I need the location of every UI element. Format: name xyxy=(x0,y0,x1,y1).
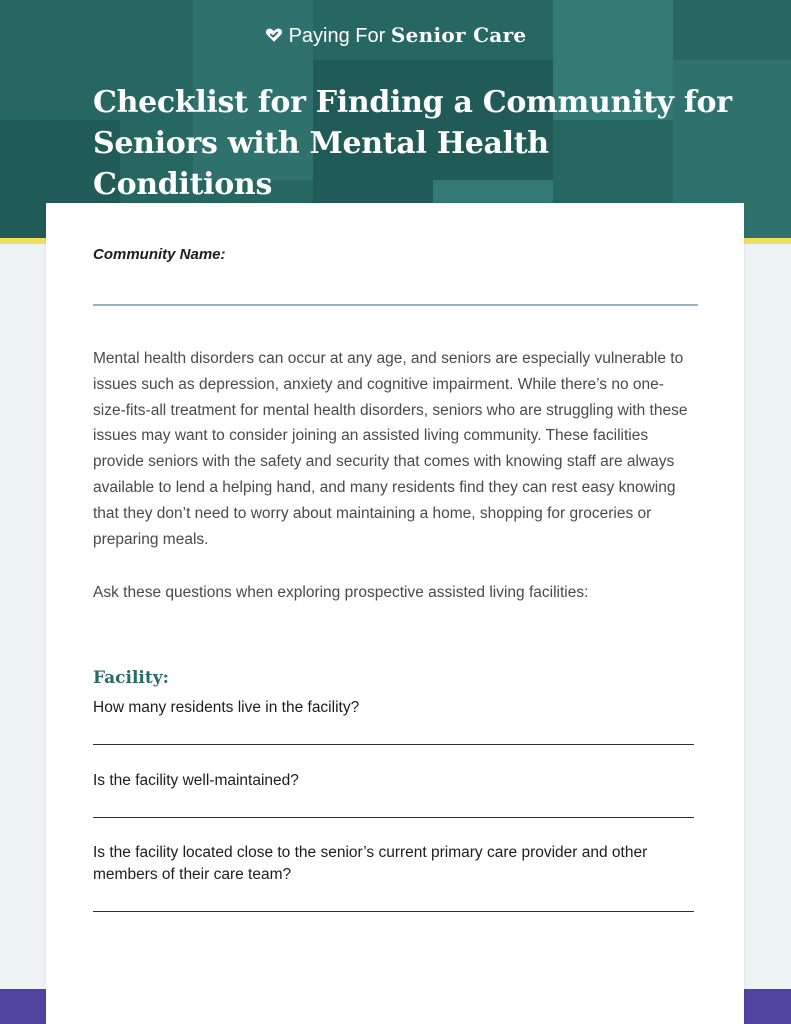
question-text: How many residents live in the facility? xyxy=(93,699,360,716)
community-name-field[interactable] xyxy=(93,304,698,306)
answer-line[interactable] xyxy=(93,817,694,818)
answer-line[interactable] xyxy=(93,744,694,745)
section-heading-facility: Facility: xyxy=(93,668,169,688)
intro-paragraph: Mental health disorders can occur at any age, and seniors are especially vulnerable to issues such as depression, anxiety and cognitive impairment. While there’s no one-size-fits-all treatment for mental health disorders, seniors who are struggling with these issues may want to consider joining an assisted living community. These facilities provide seniors with the safety and security that comes with knowing staff are always available to lend a helping hand, and many residents find they can rest easy knowing that they don’t need to worry about maintaining a home, shopping for groceries or preparing meals. xyxy=(93,350,688,548)
content-card xyxy=(46,203,744,1024)
heart-icon xyxy=(265,26,283,44)
answer-line[interactable] xyxy=(93,911,694,912)
brand-name-light: Paying For xyxy=(288,25,386,47)
site-logo xyxy=(0,20,791,51)
instruction-text: Ask these questions when exploring prospective assisted living facilities: xyxy=(93,584,589,601)
brand-name-bold: Senior Care xyxy=(390,23,527,47)
question-text: Is the facility well-maintained? xyxy=(93,772,299,789)
question-text: Is the facility located close to the senior’s current primary care provider and other members of their care team? xyxy=(93,844,648,883)
community-name-label: Community Name: xyxy=(93,246,226,263)
page-title: Checklist for Finding a Community for Seniors with Mental Health Conditions xyxy=(93,85,732,202)
